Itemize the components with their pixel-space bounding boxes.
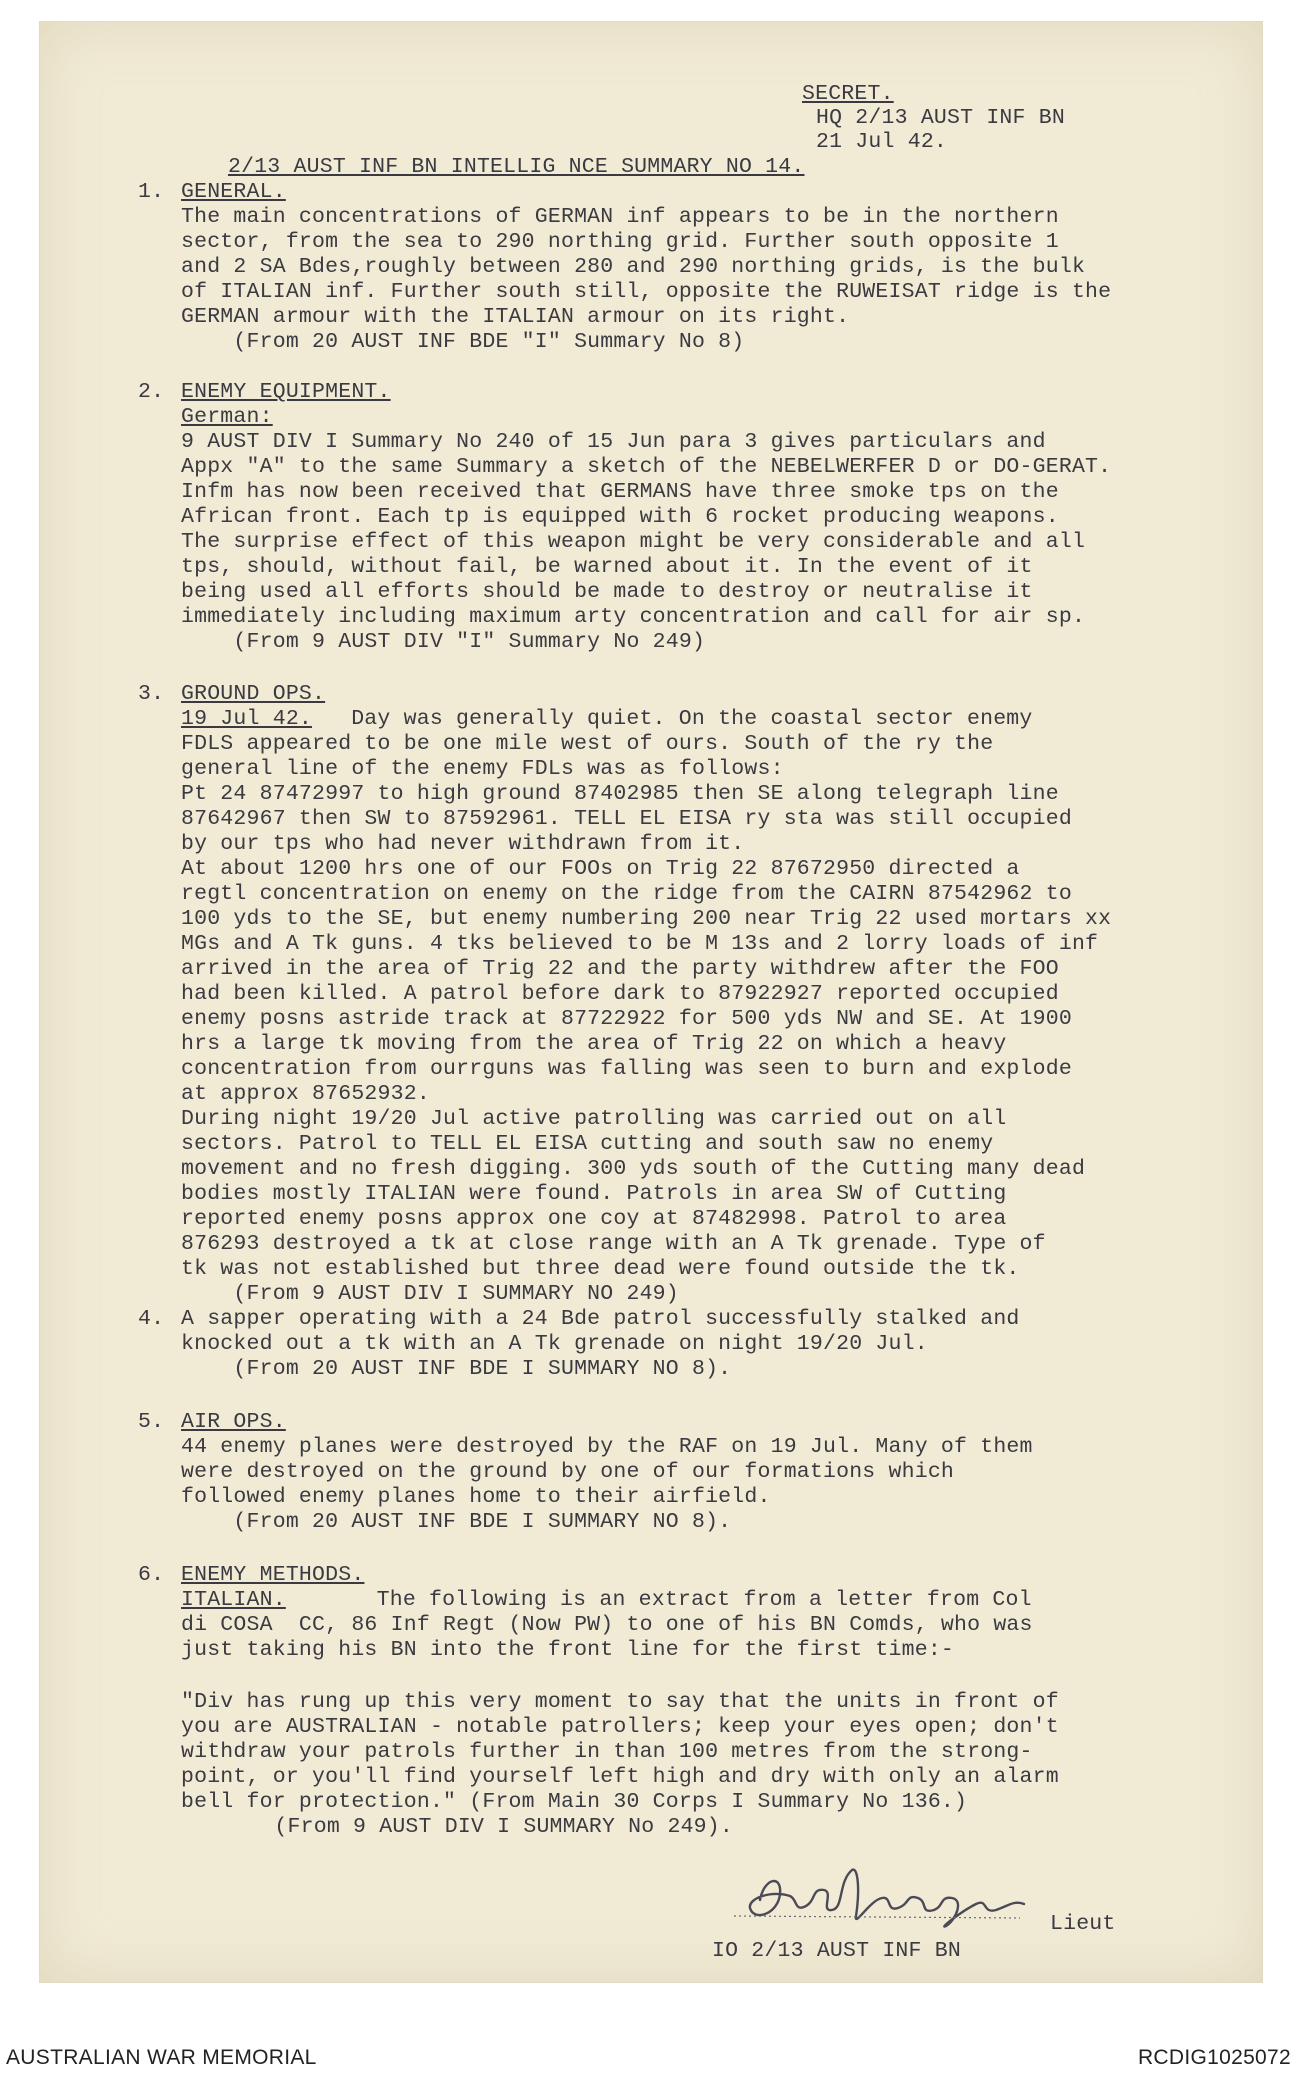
section-1-number: 1. — [138, 180, 165, 204]
section-6-heading: ENEMY METHODS. — [181, 1563, 365, 1587]
section-6-subheading: ITALIAN. — [181, 1588, 286, 1612]
section-3-line: enemy posns astride track at 87722922 for 500 yds NW and SE. At 1900 — [181, 1007, 1072, 1031]
section-5-number: 5. — [138, 1410, 165, 1434]
section-6-source: (From 9 AUST DIV I SUMMARY No 249). — [222, 1815, 733, 1839]
section-2-line: Infm has now been received that GERMANS have three smoke tps on the — [181, 480, 1059, 504]
section-3-line: hrs a large tk moving from the area of Trig 22 on which a heavy — [181, 1032, 1007, 1056]
section-6-quote-line: "Div has rung up this very moment to say that the units in front of — [181, 1690, 1059, 1714]
section-5-line: 44 enemy planes were destroyed by the RAF on 19 Jul. Many of them — [181, 1435, 1033, 1459]
section-1-heading: GENERAL. — [181, 180, 286, 204]
section-2-line: Appx "A" to the same Summary a sketch of the NEBELWERFER D or DO-GERAT. — [181, 455, 1112, 479]
section-3-line: general line of the enemy FDLs was as follows: — [181, 757, 784, 781]
footer-record-id: RCDIG1025072 — [1137, 2046, 1291, 2069]
section-4-number: 4. — [138, 1307, 165, 1331]
section-6-line: di COSA CC, 86 Inf Regt (Now PW) to one of his BN Comds, who was — [181, 1613, 1033, 1637]
section-3-line: concentration from ourrguns was falling was seen to burn and explode — [181, 1057, 1072, 1081]
unit-header: HQ 2/13 AUST INF BN — [816, 106, 1065, 130]
section-3-line: Pt 24 87472997 to high ground 87402985 then SE along telegraph line — [181, 782, 1059, 806]
signature-appointment: IO 2/13 AUST INF BN — [712, 1939, 961, 1963]
section-2-line: The surprise effect of this weapon might be very considerable and all — [181, 530, 1086, 554]
section-2-line: tps, should, without fail, be warned about it. In the event of it — [181, 555, 1033, 579]
section-2-number: 2. — [138, 380, 165, 404]
section-3-line: regtl concentration on enemy on the ridge from the CAIRN 87542962 to — [181, 882, 1072, 906]
section-3-date-label: 19 Jul 42. — [181, 707, 313, 731]
section-6-quote-line: bell for protection." (From Main 30 Corps I Summary No 136.) — [181, 1790, 968, 1814]
section-2-source: (From 9 AUST DIV "I" Summary No 249) — [181, 630, 706, 654]
section-6-line: The following is an extract from a letter from Col — [298, 1588, 1032, 1612]
section-3-line: MGs and A Tk guns. 4 tks believed to be M 13s and 2 lorry loads of inf — [181, 932, 1099, 956]
signature-rank: Lieut — [1050, 1912, 1116, 1936]
section-2-line: 9 AUST DIV I Summary No 240 of 15 Jun para 3 gives particulars and — [181, 430, 1046, 454]
section-3-number: 3. — [138, 682, 165, 706]
section-4-source: (From 20 AUST INF BDE I SUMMARY NO 8). — [181, 1357, 732, 1381]
section-2-heading: ENEMY EQUIPMENT. — [181, 380, 391, 404]
section-6-quote-line: point, or you'll find yourself left high and dry with only an alarm — [181, 1765, 1059, 1789]
section-1-line: and 2 SA Bdes,roughly between 280 and 290 northing grids, is the bulk — [181, 255, 1086, 279]
section-6-line: just taking his BN into the front line for the first time:- — [181, 1638, 955, 1662]
section-4-line: A sapper operating with a 24 Bde patrol successfully stalked and — [181, 1307, 1020, 1331]
section-3-line: by our tps who had never withdrawn from it. — [181, 832, 745, 856]
section-3-line: 100 yds to the SE, but enemy numbering 200 near Trig 22 used mortars xx — [181, 907, 1112, 931]
section-3-line: tk was not established but three dead were found outside the tk. — [181, 1257, 1020, 1281]
section-2-subheading: German: — [181, 405, 273, 429]
section-5-heading: AIR OPS. — [181, 1410, 286, 1434]
section-3-line: at approx 87652932. — [181, 1082, 430, 1106]
footer-institution: AUSTRALIAN WAR MEMORIAL — [6, 2046, 317, 2069]
handwritten-signature — [720, 1860, 1080, 1940]
section-6-number: 6. — [138, 1563, 165, 1587]
section-3-line: FDLS appeared to be one mile west of ours. South of the ry the — [181, 732, 994, 756]
section-3-source: (From 9 AUST DIV I SUMMARY NO 249) — [181, 1282, 679, 1306]
section-2-line: African front. Each tp is equipped with 6 rocket producing weapons. — [181, 505, 1059, 529]
section-3-heading: GROUND OPS. — [181, 682, 326, 706]
section-3-line: sectors. Patrol to TELL EL EISA cutting and south saw no enemy — [181, 1132, 994, 1156]
section-3-line: bodies mostly ITALIAN were found. Patrols in area SW of Cutting — [181, 1182, 1007, 1206]
section-1-line: GERMAN armour with the ITALIAN armour on its right. — [181, 305, 850, 329]
section-3-line: During night 19/20 Jul active patrolling was carried out on all — [181, 1107, 1007, 1131]
section-5-source: (From 20 AUST INF BDE I SUMMARY NO 8). — [181, 1510, 732, 1534]
section-3-line: had been killed. A patrol before dark to 87922927 reported occupied — [181, 982, 1059, 1006]
section-1-line: The main concentrations of GERMAN inf appears to be in the northern — [181, 205, 1059, 229]
section-3-line: At about 1200 hrs one of our FOOs on Trig 22 87672950 directed a — [181, 857, 1020, 881]
section-5-line: followed enemy planes home to their airfield. — [181, 1485, 771, 1509]
section-2-line: being used all efforts should be made to destroy or neutralise it — [181, 580, 1033, 604]
section-3-line: arrived in the area of Trig 22 and the party withdrew after the FOO — [181, 957, 1059, 981]
document-title: 2/13 AUST INF BN INTELLIG NCE SUMMARY NO 14. — [228, 155, 805, 179]
classification-label: SECRET. — [802, 82, 894, 106]
section-3-line: Day was generally quiet. On the coastal sector enemy — [325, 707, 1033, 731]
document-date: 21 Jul 42. — [816, 130, 948, 154]
section-6-quote-line: you are AUSTRALIAN - notable patrollers; keep your eyes open; don't — [181, 1715, 1059, 1739]
section-3-line: 87642967 then SW to 87592961. TELL EL EISA ry sta was still occupied — [181, 807, 1072, 831]
section-1-line: sector, from the sea to 290 northing grid. Further south opposite 1 — [181, 230, 1059, 254]
section-1-line: of ITALIAN inf. Further south still, opposite the RUWEISAT ridge is the — [181, 280, 1112, 304]
section-6-quote-line: withdraw your patrols further in than 100 metres from the strong- — [181, 1740, 1033, 1764]
section-2-line: immediately including maximum arty concentration and call for air sp. — [181, 605, 1086, 629]
section-3-line: 876293 destroyed a tk at close range with an A Tk grenade. Type of — [181, 1232, 1046, 1256]
section-3-line: reported enemy posns approx one coy at 87482998. Patrol to area — [181, 1207, 1007, 1231]
section-4-line: knocked out a tk with an A Tk grenade on night 19/20 Jul. — [181, 1332, 928, 1356]
section-3-line: movement and no fresh digging. 300 yds south of the Cutting many dead — [181, 1157, 1086, 1181]
section-5-line: were destroyed on the ground by one of our formations which — [181, 1460, 955, 1484]
section-1-source: (From 20 AUST INF BDE "I" Summary No 8) — [181, 330, 745, 354]
